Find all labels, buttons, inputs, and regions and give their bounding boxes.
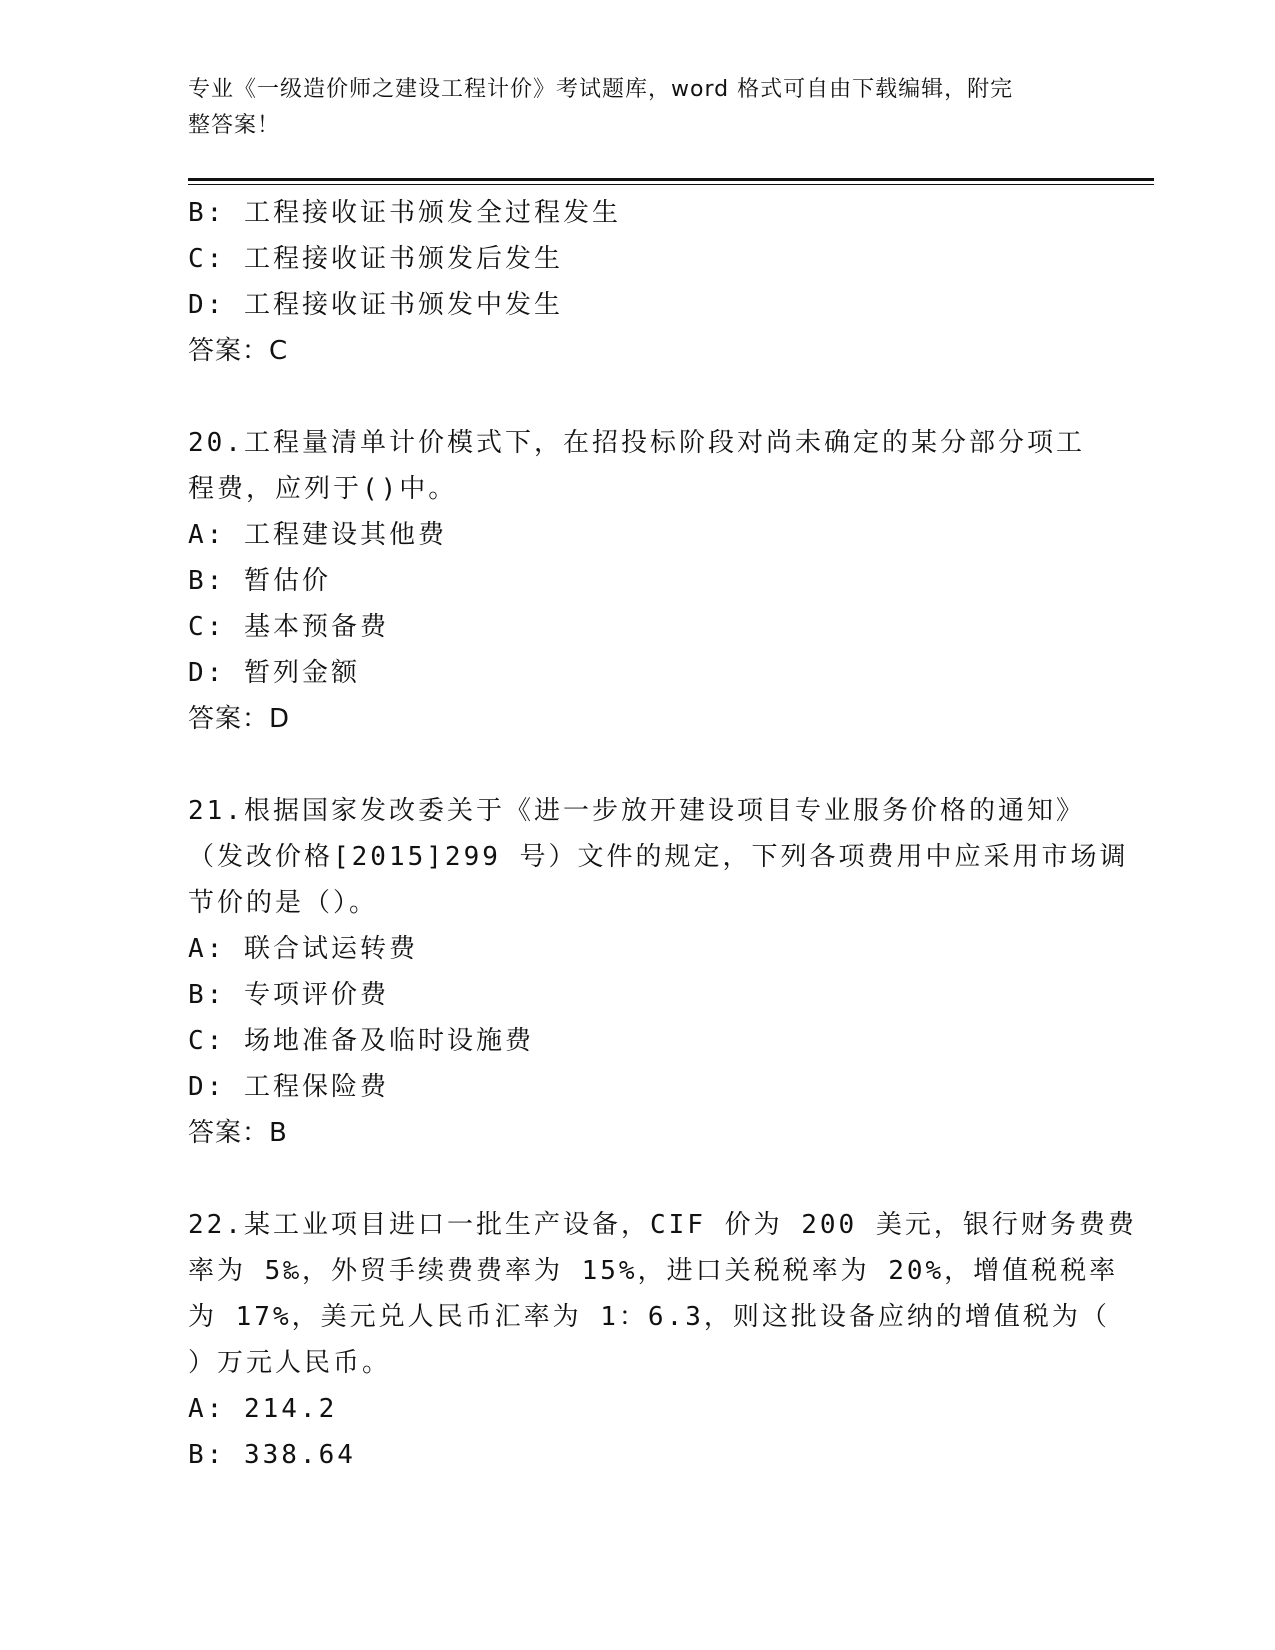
question-19-tail xyxy=(188,190,1088,374)
option-b: B: 专项评价费 xyxy=(188,980,389,1010)
header-rule-thick xyxy=(188,178,1154,181)
spacer xyxy=(188,374,1088,420)
question-22 xyxy=(188,1202,1137,1478)
option-a: A: 工程建设其他费 xyxy=(188,520,447,550)
option-c: C: 基本预备费 xyxy=(188,612,389,642)
option-d: D: 工程接收证书颁发中发生 xyxy=(188,290,563,320)
header-line-2: 整答案！ xyxy=(188,113,281,138)
option-d: D: 工程保险费 xyxy=(188,1072,389,1102)
answer: 答案：B xyxy=(188,1118,288,1148)
question-21 xyxy=(188,788,1129,1156)
spacer xyxy=(188,1156,1088,1202)
answer: 答案：C xyxy=(188,336,289,366)
question-stem: 20.工程量清单计价模式下，在招投标阶段对尚未确定的某分部分项工 xyxy=(188,428,1085,458)
question-stem: 节价的是（）。 xyxy=(188,888,379,918)
question-stem: 22.某工业项目进口一批生产设备，CIF 价为 200 美元，银行财务费费 xyxy=(188,1210,1137,1240)
question-stem: 率为 5‰，外贸手续费费率为 15%，进口关税税率为 20%，增值税税率 xyxy=(188,1256,1119,1286)
option-c: C: 场地准备及临时设施费 xyxy=(188,1026,534,1056)
question-stem: 21.根据国家发改委关于《进一步放开建设项目专业服务价格的通知》 xyxy=(188,796,1085,826)
option-c: C: 工程接收证书颁发后发生 xyxy=(188,244,563,274)
option-b: B: 暂估价 xyxy=(188,566,331,596)
option-b: B: 338.64 xyxy=(188,1440,356,1470)
question-stem: 程费，应列于()中。 xyxy=(188,474,458,504)
option-b: B: 工程接收证书颁发全过程发生 xyxy=(188,198,621,228)
question-20 xyxy=(188,420,1088,742)
question-list xyxy=(188,190,1137,1478)
option-d: D: 暂列金额 xyxy=(188,658,360,688)
option-a: A: 联合试运转费 xyxy=(188,934,418,964)
question-stem: ）万元人民币。 xyxy=(188,1348,392,1378)
document-header xyxy=(188,72,1068,144)
header-rule-thin xyxy=(188,184,1154,185)
spacer xyxy=(188,742,1088,788)
option-a: A: 214.2 xyxy=(188,1394,338,1424)
header-line-1: 专业《一级造价师之建设工程计价》考试题库，word 格式可自由下载编辑，附完 xyxy=(188,77,1014,102)
question-stem: 为 17%，美元兑人民币汇率为 1：6.3，则这批设备应纳的增值税为（ xyxy=(188,1302,1110,1332)
question-stem: （发改价格[2015]299 号）文件的规定，下列各项费用中应采用市场调 xyxy=(188,842,1129,872)
answer: 答案：D xyxy=(188,704,291,734)
